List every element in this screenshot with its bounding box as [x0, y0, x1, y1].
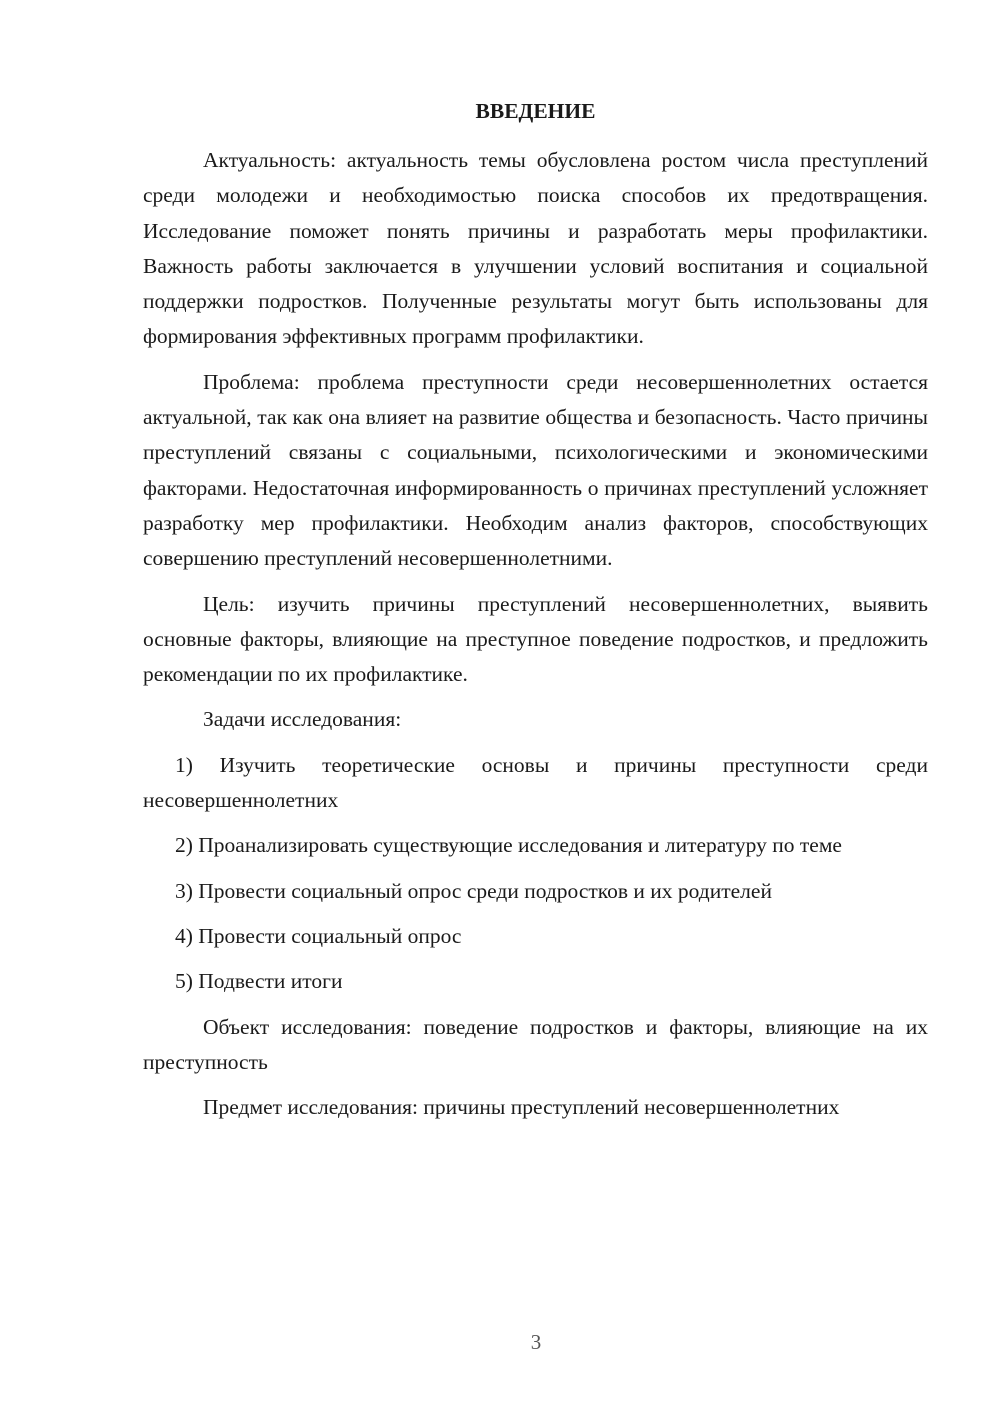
task-item-4: 4) Провести социальный опрос	[175, 923, 462, 948]
document-page	[143, 96, 928, 1125]
task-item-5: 5) Подвести итоги	[175, 969, 343, 994]
object-paragraph: Объект исследования: поведение подростков и факторы, влияющие на их преступность	[143, 1014, 928, 1074]
goal-paragraph: Цель: изучить причины преступлений несовершеннолетних, выявить основные факторы, влияющие на преступное поведение подростков, и предложить рекомендации по их профилактике.	[143, 591, 928, 687]
page-title: ВВЕДЕНИЕ	[475, 99, 596, 123]
tasks-heading: Задачи исследования:	[203, 707, 402, 732]
task-item-3: 3) Провести социальный опрос среди подростков и их родителей	[175, 878, 772, 903]
subject-paragraph: Предмет исследования: причины преступлений несовершеннолетних	[203, 1095, 840, 1120]
task-item-2: 2) Проанализировать существующие исследования и литературу по теме	[175, 833, 842, 858]
task-item-1: 1) Изучить теоретические основы и причины преступности среди несовершеннолетних	[143, 752, 928, 813]
problem-paragraph: Проблема: проблема преступности среди несовершеннолетних остается актуальной, так как она влияет на развитие общества и безопасность. Часто причины преступлений связаны с социальными, психологическими и экономическими факторами. Недостаточная информированность о причинах преступлений усложняет разработку мер профилактики. Необходим анализ факторов, способствующих совершению преступлений несовершеннолетними.	[143, 369, 928, 571]
page-number: 3	[530, 1330, 542, 1354]
relevance-paragraph: Актуальность: актуальность темы обусловлена ростом числа преступлений среди молодежи и необходимостью поиска способов их предотвращения. Исследование поможет понять причины и разработать меры профилактики. Важность работы заключается в улучшении условий воспитания и социальной поддержки подростков. Полученные результаты могут быть использованы для формирования эффективных программ профилактики.	[143, 148, 928, 349]
